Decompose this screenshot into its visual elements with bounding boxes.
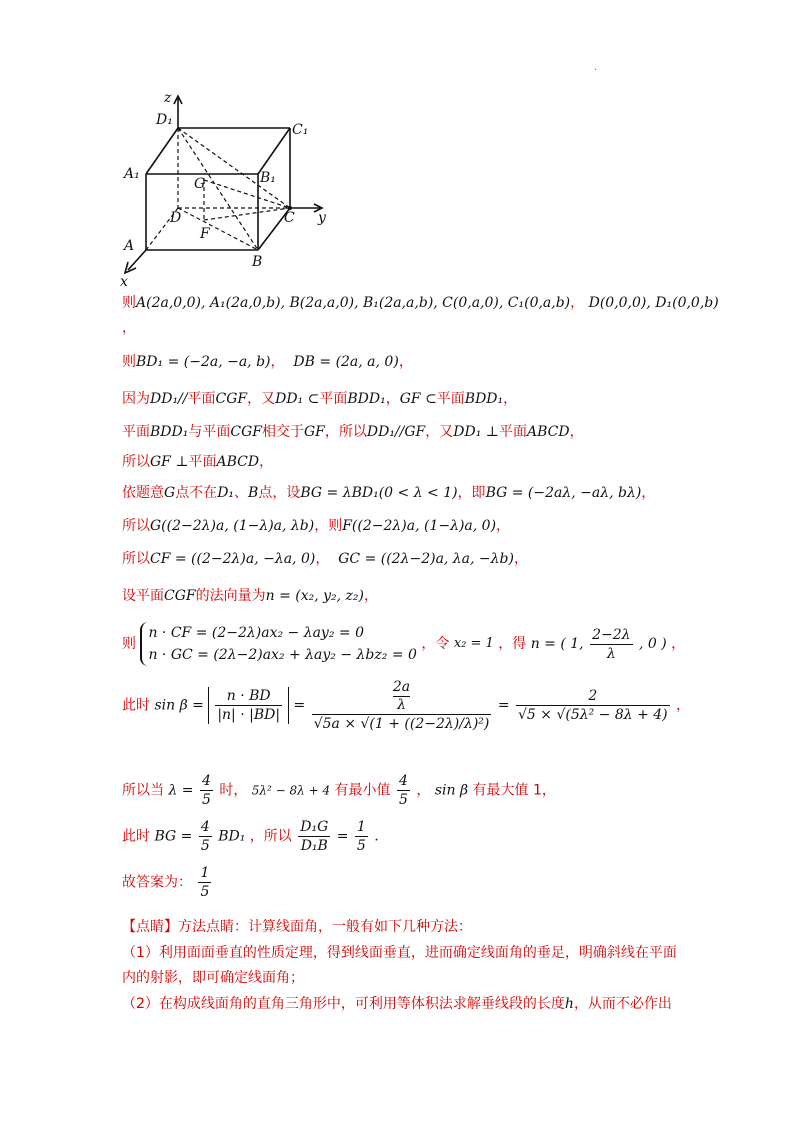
line-ratio: 此时 BG = $\frac{4}{5}$ BD₁ ，所以 $\frac{\text{D₁G}}{\text{D₁B}}$ = $\frac{1}{5}$ .	[122, 819, 379, 854]
line-vectors: 则BD₁ = (−2a, −a, b)， DB = (2a, a, 0)，	[122, 354, 413, 370]
line-normal-vector: 设平面CGF的法向量为n = (x₂, y₂, z₂)，	[122, 588, 378, 604]
abs-fraction: $\frac{n \cdot BD}{|n| \cdot |BD|}$	[208, 687, 289, 724]
line-answer: 故答案为： $\frac{1}{5}$	[122, 865, 210, 900]
line-vectors-cf-gc: 所以CF = ((2−2λ)a, −λa, 0)， GC = ((2λ−2)a, λa, −λb)，	[122, 551, 528, 567]
label-x: x	[120, 274, 128, 290]
line-sin-beta: 此时 sin β = $\frac{n \cdot BD}{|n| \cdot |BD|}$ = 2a λ √5a × √(1 + ((2−2λ)/λ)²) = $\frac{2}{\text{√5 × √(5λ² − 8λ + 4)}}$ ，	[122, 679, 691, 732]
note-heading: 【点睛】方法点睛：计算线面角，一般有如下几种方法：	[122, 919, 472, 935]
line-parallel: 因为DD₁//平面CGF，又DD₁ ⊂平面BDD₁，GF ⊂平面BDD₁，	[122, 391, 518, 407]
note-item-1-cont: 内的射影，即可确定线面角；	[122, 970, 304, 986]
label-a: A	[124, 238, 135, 254]
line-coordinates-tail: ，	[122, 320, 136, 336]
label-y: y	[318, 210, 326, 226]
label-a1: A₁	[124, 166, 140, 182]
fraction-normal: $\frac{2-2\lambda}{\lambda}$	[592, 626, 631, 662]
label-b1: B₁	[260, 170, 276, 186]
line-intersect: 平面BDD₁与平面CGF相交于GF，所以DD₁//GF，又DD₁ ⊥平面ABCD，	[122, 424, 584, 440]
note-item-2: （2）在构成线面角的直角三角形中，可利用等体积法求解垂线段的长度h，从而不必作出	[122, 996, 672, 1012]
page-dot: .	[594, 62, 598, 73]
label-b: B	[252, 254, 263, 270]
line-coordinates: 则A(2a,0,0), A₁(2a,0,b), B(2a,a,0), B₁(2a,a,b), C(0,a,0), C₁(0,a,b)， D(0,0,0), D₁(0,0,b)	[122, 295, 719, 311]
label-z: z	[164, 90, 172, 106]
label-d: D	[170, 210, 182, 226]
cuboid-figure	[108, 90, 348, 290]
note-item-1: （1）利用面面垂直的性质定理，得到线面垂直，进而确定线面角的垂足，明确斜线在平面	[122, 945, 677, 961]
line-minimum: 所以当 λ = $\frac{4}{5}$ 时， 5λ² − 8λ + 4 有最小值 $\frac{4}{5}$ ， sin β 有最大值 1，	[122, 773, 556, 808]
fraction-sin-final: $\frac{2}{\text{√5 × √(5λ² − 8λ + 4)}}$	[518, 688, 668, 723]
line-assume-bg: 依题意G点不在D₁、B点，设BG = λBD₁(0 < λ < 1)，即BG = (−2aλ, −aλ, bλ)，	[122, 485, 656, 501]
label-c1: C₁	[292, 122, 309, 138]
line-system: 则 n · CF = (2−2λ)ax₂ − λay₂ = 0 n · GC = (2λ−2)ax₂ + λay₂ − λbz₂ = 0 ，令 x₂ = 1 ，得 n = ( 1, $\frac{2-2\lambda}{\lambda}$ , 0 ) ，	[122, 622, 685, 666]
fraction-sin-middle: 2a λ √5a × √(1 + ((2−2λ)/λ)²)	[313, 679, 490, 732]
line-perpendicular: 所以GF ⊥平面ABCD，	[122, 454, 274, 470]
label-d1: D₁	[156, 112, 173, 128]
label-g: G	[194, 176, 206, 192]
label-c: C	[284, 210, 295, 226]
equation-system: n · CF = (2−2λ)ax₂ − λay₂ = 0 n · GC = (2λ−2)ax₂ + λay₂ − λbz₂ = 0	[140, 622, 416, 666]
line-points-gf: 所以G((2−2λ)a, (1−λ)a, λb)，则F((2−2λ)a, (1−λ)a, 0)，	[122, 518, 511, 534]
label-f: F	[200, 226, 210, 242]
